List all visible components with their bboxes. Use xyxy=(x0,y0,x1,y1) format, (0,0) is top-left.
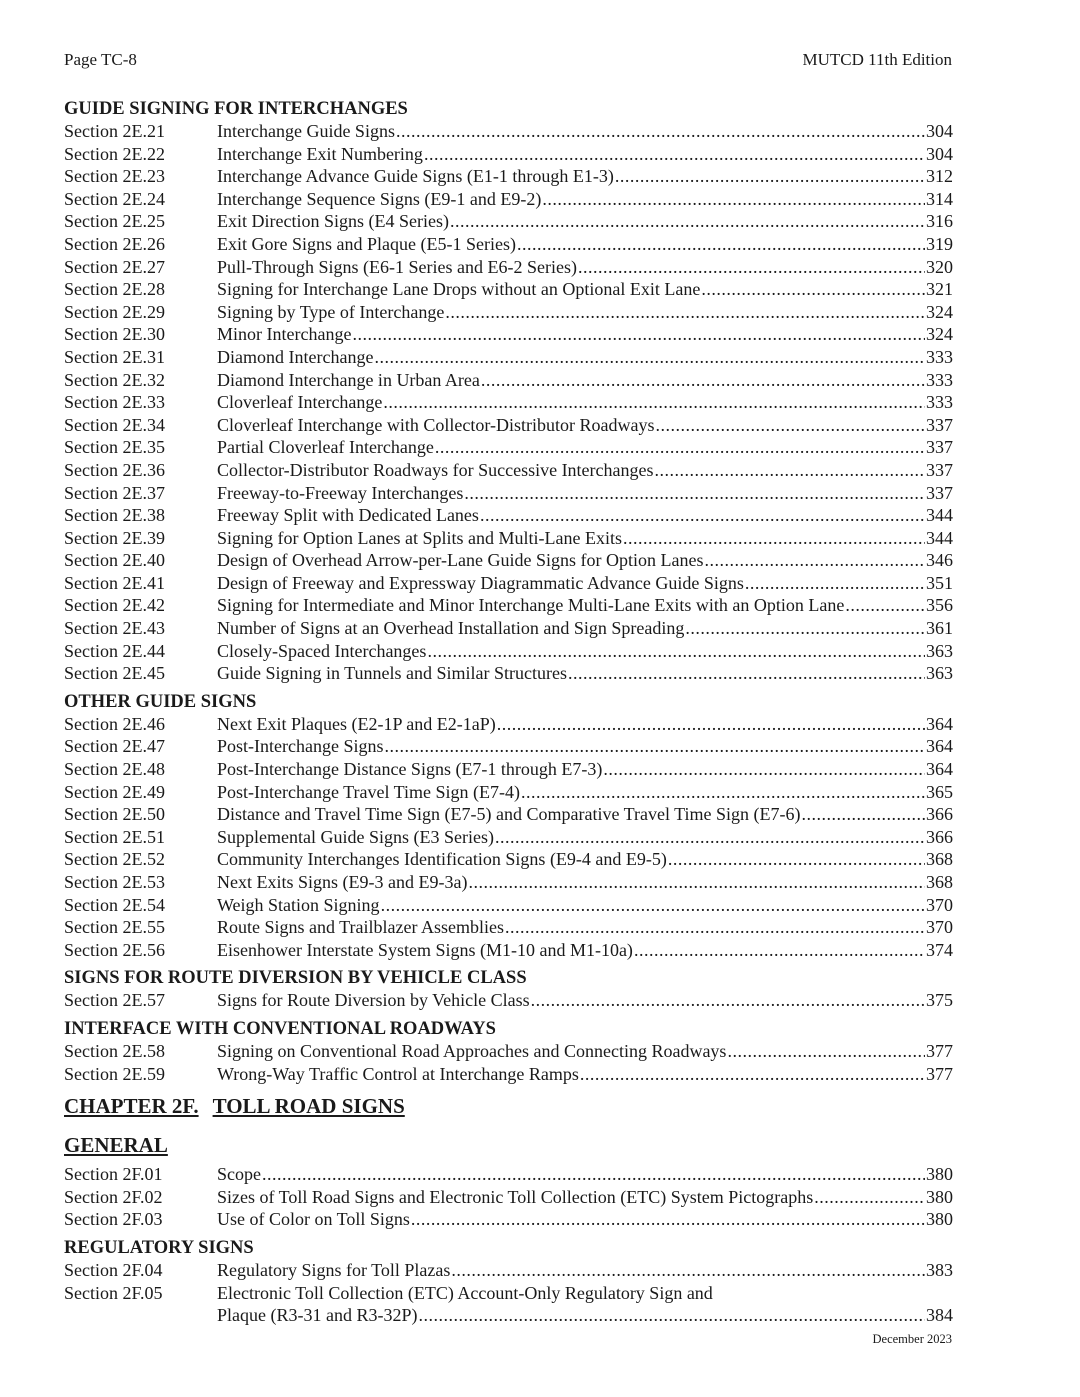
regulatory-heading: REGULATORY SIGNS xyxy=(64,1237,254,1258)
section-title: Cloverleaf Interchange xyxy=(217,392,383,413)
page-number: 314 xyxy=(926,188,953,209)
leader-dots xyxy=(374,346,925,369)
section-number: Section 2E.48 xyxy=(64,759,165,780)
section-title: Diamond Interchange xyxy=(217,346,374,367)
toc-entry[interactable] xyxy=(64,1259,953,1282)
section-number: Section 2E.26 xyxy=(64,233,165,254)
section-title: Closely-Spaced Interchanges xyxy=(217,640,427,661)
leader-dots xyxy=(418,1304,925,1327)
toc-entry[interactable] xyxy=(64,323,953,346)
page-number: 333 xyxy=(926,369,953,390)
toc-entry[interactable] xyxy=(64,233,953,256)
leader-dots xyxy=(521,781,925,804)
section-title: Number of Signs at an Overhead Installation and Sign Spreading xyxy=(217,618,685,639)
toc-entry[interactable] xyxy=(64,436,953,459)
toc-entry[interactable] xyxy=(64,301,953,324)
leader-dots xyxy=(384,735,925,758)
page-number: 383 xyxy=(926,1259,953,1280)
toc-entry[interactable] xyxy=(64,939,953,962)
section-number: Section 2E.35 xyxy=(64,437,165,458)
leader-dots xyxy=(464,482,925,505)
toc-entry[interactable] xyxy=(64,572,953,595)
leader-dots xyxy=(603,758,925,781)
section-number: Section 2E.56 xyxy=(64,939,165,960)
chapter-title: TOLL ROAD SIGNS xyxy=(212,1094,405,1119)
section-number: Section 2F.02 xyxy=(64,1186,163,1207)
leader-dots xyxy=(381,894,925,917)
section-number: Section 2E.38 xyxy=(64,505,165,526)
toc-entry[interactable] xyxy=(64,391,953,414)
leader-dots xyxy=(505,916,925,939)
toc-entry[interactable] xyxy=(64,848,953,871)
page-number: 320 xyxy=(926,256,953,277)
section-number: Section 2E.33 xyxy=(64,392,165,413)
section-number: Section 2E.50 xyxy=(64,804,165,825)
page-number: 384 xyxy=(926,1305,953,1326)
section-title: Signing on Conventional Road Approaches and Connecting Roadways xyxy=(217,1040,727,1061)
leader-dots xyxy=(801,803,925,826)
toc-entry[interactable] xyxy=(64,527,953,550)
page-number: 324 xyxy=(926,324,953,345)
section-number: Section 2E.49 xyxy=(64,781,165,802)
section-number: Section 2E.54 xyxy=(64,894,165,915)
page-number: 356 xyxy=(926,595,953,616)
page-number: 312 xyxy=(926,166,953,187)
leader-dots xyxy=(445,301,925,324)
section-number: Section 2E.28 xyxy=(64,279,165,300)
page-number: 380 xyxy=(926,1186,953,1207)
toc-entry[interactable] xyxy=(64,1208,953,1231)
toc-entry[interactable] xyxy=(64,989,953,1012)
leader-dots xyxy=(568,662,925,685)
page-number: 337 xyxy=(926,414,953,435)
toc-entry[interactable] xyxy=(64,758,953,781)
section-number: Section 2E.34 xyxy=(64,414,165,435)
leader-dots xyxy=(656,414,925,437)
page-number: 346 xyxy=(926,550,953,571)
leader-dots xyxy=(578,256,925,279)
page-number: 377 xyxy=(926,1040,953,1061)
section-title-line1: Electronic Toll Collection (ETC) Account-Only Regulatory Sign and xyxy=(217,1282,713,1303)
page-number: 364 xyxy=(926,759,953,780)
leader-dots xyxy=(542,188,925,211)
section-title: Design of Overhead Arrow-per-Lane Guide Signs for Option Lanes xyxy=(217,550,704,571)
section-title: Guide Signing in Tunnels and Similar Structures xyxy=(217,663,568,684)
section-title: Wrong-Way Traffic Control at Interchange Ramps xyxy=(217,1063,579,1084)
leader-dots xyxy=(705,549,925,572)
toc-entry[interactable] xyxy=(64,713,953,736)
section-title: Supplemental Guide Signs (E3 Series) xyxy=(217,826,494,847)
section-title: Cloverleaf Interchange with Collector-Distributor Roadways xyxy=(217,414,655,435)
section-title: Regulatory Signs for Toll Plazas xyxy=(217,1259,451,1280)
section-title: Eisenhower Interstate System Signs (M1-10 and M1-10a) xyxy=(217,939,633,960)
section-title: Scope xyxy=(217,1164,261,1185)
section-number: Section 2E.31 xyxy=(64,346,165,367)
page-number: 365 xyxy=(926,781,953,802)
section-number: Section 2F.05 xyxy=(64,1282,163,1303)
section-number: Section 2E.51 xyxy=(64,826,165,847)
leader-dots xyxy=(396,120,925,143)
page-number: 304 xyxy=(926,143,953,164)
toc-entry[interactable] xyxy=(64,188,953,211)
page-number: 333 xyxy=(926,392,953,413)
section-number: Section 2E.29 xyxy=(64,301,165,322)
section-title: Post-Interchange Travel Time Sign (E7-4) xyxy=(217,781,520,802)
toc-entry[interactable] xyxy=(64,369,953,392)
leader-dots xyxy=(531,989,925,1012)
section-title: Collector-Distributor Roadways for Successive Interchanges xyxy=(217,459,654,480)
leader-dots xyxy=(655,459,925,482)
section-title: Interchange Advance Guide Signs (E1-1 through E1-3) xyxy=(217,166,614,187)
section-title: Route Signs and Trailblazer Assemblies xyxy=(217,917,504,938)
section-title: Signing for Interchange Lane Drops without an Optional Exit Lane xyxy=(217,279,701,300)
section-title: Signing for Option Lanes at Splits and Multi-Lane Exits xyxy=(217,527,622,548)
page-number: 363 xyxy=(926,663,953,684)
section-title: Signs for Route Diversion by Vehicle Class xyxy=(217,990,530,1011)
section-number: Section 2E.21 xyxy=(64,121,165,141)
leader-dots xyxy=(480,504,925,527)
page-number: 321 xyxy=(926,279,953,300)
toc-entry[interactable] xyxy=(64,594,953,617)
toc-entry[interactable] xyxy=(64,735,953,758)
leader-dots xyxy=(517,233,925,256)
leader-dots xyxy=(450,210,925,233)
group-heading: INTERFACE WITH CONVENTIONAL ROADWAYS xyxy=(64,1018,496,1039)
page-number: 344 xyxy=(926,505,953,526)
footer-date: December 2023 xyxy=(872,1332,952,1346)
page-number: 363 xyxy=(926,640,953,661)
toc-entry[interactable] xyxy=(64,916,953,939)
section-number: Section 2E.46 xyxy=(64,713,165,734)
leader-dots xyxy=(495,826,925,849)
section-number: Section 2E.39 xyxy=(64,527,165,548)
section-number: Section 2F.03 xyxy=(64,1209,163,1230)
toc-entry[interactable] xyxy=(64,826,953,849)
section-number: Section 2E.25 xyxy=(64,211,165,232)
section-title: Use of Color on Toll Signs xyxy=(217,1209,410,1230)
leader-dots xyxy=(701,278,925,301)
toc-content xyxy=(64,92,953,1327)
page-number: 366 xyxy=(926,804,953,825)
section-title: Post-Interchange Distance Signs (E7-1 through E7-3) xyxy=(217,759,603,780)
section-title: Post-Interchange Signs xyxy=(217,736,384,757)
page-number: 351 xyxy=(926,572,953,593)
page-number: 368 xyxy=(926,872,953,892)
leader-dots xyxy=(451,1259,925,1282)
toc-entry[interactable] xyxy=(64,165,953,188)
toc-entry[interactable] xyxy=(64,120,953,143)
toc-entry[interactable] xyxy=(64,143,953,166)
section-title: Next Exits Signs (E9-3 and E9-3a) xyxy=(217,872,468,892)
section-number: Section 2E.36 xyxy=(64,459,165,480)
section-number: Section 2E.55 xyxy=(64,917,165,938)
section-number: Section 2E.30 xyxy=(64,324,165,345)
section-number: Section 2E.52 xyxy=(64,849,165,870)
section-title: Exit Gore Signs and Plaque (E5-1 Series) xyxy=(217,233,516,254)
page-number: 380 xyxy=(926,1209,953,1230)
section-number: Section 2E.43 xyxy=(64,618,165,639)
leader-dots xyxy=(468,871,925,894)
page-number: 337 xyxy=(926,437,953,458)
section-title: Freeway Split with Dedicated Lanes xyxy=(217,505,479,526)
section-number: Section 2E.45 xyxy=(64,663,165,684)
general-entries xyxy=(64,1163,953,1231)
section-title: Interchange Sequence Signs (E9-1 and E9-2) xyxy=(217,188,542,209)
section-title: Signing for Intermediate and Minor Interchange Multi-Lane Exits with an Option Lane xyxy=(217,595,845,616)
page-number: 377 xyxy=(926,1063,953,1084)
toc-entry[interactable] xyxy=(64,1040,953,1063)
leader-dots xyxy=(727,1040,925,1063)
toc-entry[interactable] xyxy=(64,459,953,482)
section-title: Pull-Through Signs (E6-1 Series and E6-2 Series) xyxy=(217,256,577,277)
toc-entry[interactable] xyxy=(64,482,953,505)
page-number: 319 xyxy=(926,233,953,254)
page-number: 337 xyxy=(926,459,953,480)
section-title: Signing by Type of Interchange xyxy=(217,301,445,322)
leader-dots xyxy=(685,617,925,640)
leader-dots xyxy=(262,1163,925,1186)
toc-entry[interactable] xyxy=(64,640,953,663)
toc-entry[interactable] xyxy=(64,1063,953,1086)
section-number: Section 2E.47 xyxy=(64,736,165,757)
group-heading: GUIDE SIGNING FOR INTERCHANGES xyxy=(64,99,408,119)
leader-dots xyxy=(427,640,925,663)
page-number: 316 xyxy=(926,211,953,232)
leader-dots xyxy=(435,436,925,459)
page-number: 368 xyxy=(926,849,953,870)
page-number: 370 xyxy=(926,894,953,915)
leader-dots xyxy=(668,848,925,871)
section-number: Section 2E.22 xyxy=(64,143,165,164)
toc-entry[interactable] xyxy=(64,278,953,301)
section-number: Section 2E.58 xyxy=(64,1040,165,1061)
section-number: Section 2E.59 xyxy=(64,1063,165,1084)
toc-entry[interactable] xyxy=(64,504,953,527)
section-title: Next Exit Plaques (E2-1P and E2-1aP) xyxy=(217,713,496,734)
toc-entry[interactable] xyxy=(64,1163,953,1186)
section-number: Section 2E.27 xyxy=(64,256,165,277)
toc-entry[interactable] xyxy=(64,781,953,804)
toc-entry[interactable] xyxy=(64,803,953,826)
section-title: Diamond Interchange in Urban Area xyxy=(217,369,480,390)
toc-entry[interactable] xyxy=(64,414,953,437)
page-number: 324 xyxy=(926,301,953,322)
leader-dots xyxy=(745,572,925,595)
page-number: 337 xyxy=(926,482,953,503)
toc-entry[interactable] xyxy=(64,1186,953,1209)
leader-dots xyxy=(352,323,925,346)
toc-entry[interactable] xyxy=(64,617,953,640)
section-title-line2: Plaque (R3-31 and R3-32P) xyxy=(217,1305,418,1326)
section-number: Section 2E.40 xyxy=(64,550,165,571)
page-number: 304 xyxy=(926,121,953,141)
toc-entry[interactable] xyxy=(64,346,953,369)
page-number: 380 xyxy=(926,1164,953,1185)
group-heading: SIGNS FOR ROUTE DIVERSION BY VEHICLE CLASS xyxy=(64,968,527,989)
toc-entry[interactable] xyxy=(64,210,953,233)
section-number: Section 2E.42 xyxy=(64,595,165,616)
general-heading: GENERAL xyxy=(64,1133,168,1158)
section-title: Weigh Station Signing xyxy=(217,894,380,915)
page-number: 375 xyxy=(926,990,953,1011)
section-number: Section 2E.41 xyxy=(64,572,165,593)
section-title: Interchange Guide Signs xyxy=(217,121,395,141)
leader-dots xyxy=(634,939,925,962)
toc-entry[interactable] xyxy=(64,871,953,894)
section-title: Interchange Exit Numbering xyxy=(217,143,423,164)
edition-label: MUTCD 11th Edition xyxy=(802,50,952,69)
section-title: Exit Direction Signs (E4 Series) xyxy=(217,211,449,232)
toc-entry[interactable] xyxy=(64,662,953,685)
page-number: 370 xyxy=(926,917,953,938)
leader-dots xyxy=(814,1186,925,1209)
page-number: 344 xyxy=(926,527,953,548)
section-number: Section 2E.44 xyxy=(64,640,165,661)
page-number: 361 xyxy=(926,618,953,639)
chapter-number: CHAPTER 2F. xyxy=(64,1094,199,1119)
section-title: Community Interchanges Identification Signs (E9-4 and E9-5) xyxy=(217,849,667,870)
section-title: Distance and Travel Time Sign (E7-5) and Comparative Travel Time Sign (E7-6) xyxy=(217,804,801,825)
section-number: Section 2E.37 xyxy=(64,482,165,503)
section-number: Section 2E.32 xyxy=(64,369,165,390)
toc-entry[interactable] xyxy=(64,1282,953,1327)
section-title: Design of Freeway and Expressway Diagrammatic Advance Guide Signs xyxy=(217,572,744,593)
section-number: Section 2E.23 xyxy=(64,166,165,187)
section-number: Section 2F.04 xyxy=(64,1259,163,1280)
page-label: Page TC-8 xyxy=(64,50,137,69)
leader-dots xyxy=(845,594,925,617)
leader-dots xyxy=(497,713,925,736)
section-number: Section 2F.01 xyxy=(64,1164,163,1185)
leader-dots xyxy=(424,143,925,166)
page-number: 366 xyxy=(926,826,953,847)
toc-groups xyxy=(64,98,953,1085)
leader-dots xyxy=(383,391,925,414)
section-title: Partial Cloverleaf Interchange xyxy=(217,437,434,458)
leader-dots xyxy=(481,369,925,392)
leader-dots xyxy=(615,165,925,188)
page-number: 374 xyxy=(926,939,953,960)
leader-dots xyxy=(623,527,925,550)
section-number: Section 2E.24 xyxy=(64,188,165,209)
group-heading: OTHER GUIDE SIGNS xyxy=(64,691,257,712)
section-title: Minor Interchange xyxy=(217,324,352,345)
chapter-heading xyxy=(64,1093,953,1120)
leader-dots xyxy=(580,1063,925,1086)
page-number: 364 xyxy=(926,736,953,757)
section-title: Sizes of Toll Road Signs and Electronic Toll Collection (ETC) System Pictographs xyxy=(217,1186,814,1207)
toc-entry[interactable] xyxy=(64,256,953,279)
section-title: Freeway-to-Freeway Interchanges xyxy=(217,482,464,503)
leader-dots xyxy=(411,1208,925,1231)
toc-entry[interactable] xyxy=(64,894,953,917)
toc-entry[interactable] xyxy=(64,549,953,572)
page-number: 333 xyxy=(926,346,953,367)
page-number: 364 xyxy=(926,713,953,734)
section-number: Section 2E.53 xyxy=(64,872,165,892)
section-number: Section 2E.57 xyxy=(64,990,165,1011)
